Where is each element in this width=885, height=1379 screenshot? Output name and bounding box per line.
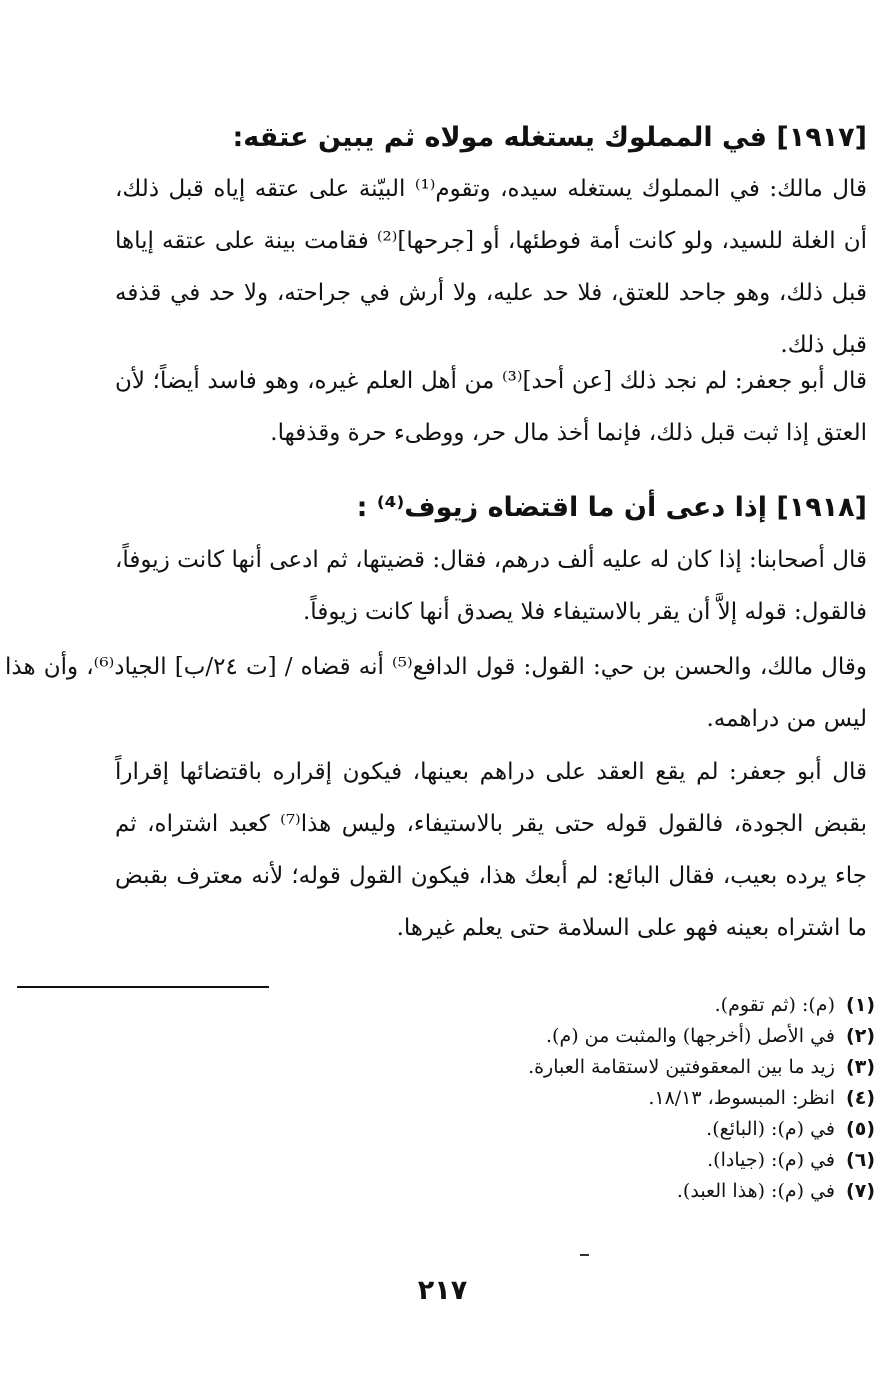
footnote-text: زيد ما بين المعقوفتين لاستقامة العبارة. [528, 1056, 835, 1078]
footnote-item [115, 1083, 875, 1114]
footnote-text: في (م): (البائع). [706, 1118, 835, 1140]
footnote-number: (٤) [846, 1087, 875, 1109]
section-heading-1917: [١٩١٧] في المملوك يستغله مولاه ثم يبين عتقه: [232, 122, 867, 153]
footnote-number: (٦) [846, 1149, 875, 1171]
page-number: ٢١٧ [417, 1275, 468, 1306]
footnote-number: (٧) [846, 1180, 875, 1202]
footnotes-list [115, 990, 875, 1207]
footnote-item [115, 990, 875, 1021]
footnote-item [115, 1052, 875, 1083]
footnote-number: (٥) [846, 1118, 875, 1140]
paragraph-malik-hasan-1918: وقال مالك، والحسن بن حي: القول: قول الدافع⁽⁵⁾ أنه قضاه / [ت ٢٤/ب] الجياد⁽⁶⁾، وأن هذا ليس من دراهمه. [5, 654, 867, 732]
footnote-text: في الأصل (أخرجها) والمثبت من (م). [546, 1025, 835, 1047]
footnote-text: (م): (ثم تقوم). [714, 994, 835, 1016]
scan-speck [580, 1254, 589, 1256]
footnote-text: انظر: المبسوط، ١٨/١٣. [648, 1087, 835, 1109]
footnote-item [115, 1114, 875, 1145]
footnote-item [115, 1145, 875, 1176]
footnote-number: (١) [846, 994, 875, 1016]
paragraph-malik-1917: قال مالك: في المملوك يستغله سيده، وتقوم⁽¹⁾ البيّنة على عتقه إياه قبل ذلك، أن الغلة للسيد، ولو كانت أمة فوطئها، أو [جرحها]⁽²⁾ فقامت بينة على عتقه إياها قبل ذلك، وهو جاحد للعتق، فلا حد عليه، ولا أرش في جراحته، ولا حد في قذفه قبل ذلك. [115, 176, 868, 358]
footnote-number: (٢) [846, 1025, 875, 1047]
footnote-separator [17, 986, 269, 988]
footnote-number: (٣) [846, 1056, 875, 1078]
footnote-item [115, 1021, 875, 1052]
paragraph-abu-jafar-1918: قال أبو جعفر: لم يقع العقد على دراهم بعينها، فيكون إقراره باقتضائها إقراراً بقبض الجودة، فالقول قوله حتى يقر بالاستيفاء، وليس هذا⁽⁷⁾ كعبد اشتراه، ثم جاء يرده بعيب، فقال البائع: لم أبعك هذا، فيكون القول قوله؛ لأنه معترف بقبض ما اشتراه بعينه فهو على السلامة حتى يعلم غيرها. [115, 759, 868, 941]
section-heading-1918: [١٩١٨] إذا دعى أن ما اقتضاه زيوف⁽⁴⁾ : [356, 492, 867, 523]
paragraph-abu-jafar-1917: قال أبو جعفر: لم نجد ذلك [عن أحد]⁽³⁾ من أهل العلم غيره، وهو فاسد أيضاً؛ لأن العتق إذا ثبت قبل ذلك، فإنما أخذ مال حر، ووطىء حرة وقذفها. [115, 368, 867, 446]
footnote-item [115, 1176, 875, 1207]
footnote-text: في (م): (جيادا). [707, 1149, 835, 1171]
footnote-text: في (م): (هذا العبد). [676, 1180, 835, 1202]
paragraph-ashabuna-1918: قال أصحابنا: إذا كان له عليه ألف درهم، فقال: قضيتها، ثم ادعى أنها كانت زيوفاً، فالقول: قوله إلاَّ أن يقر بالاستيفاء فلا يصدق أنها كانت زيوفاً. [115, 547, 867, 625]
